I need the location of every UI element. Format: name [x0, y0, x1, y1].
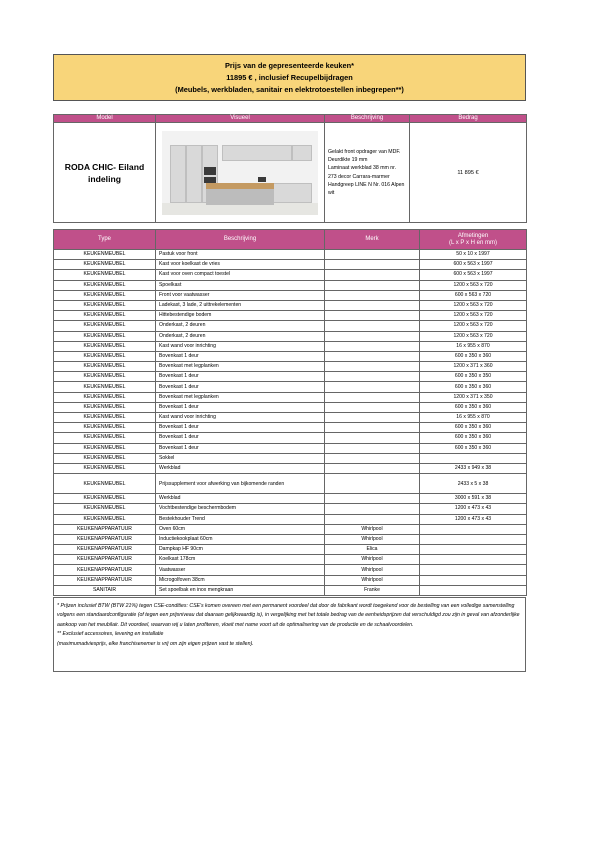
cell-description: Vochtbestendige beschermbodem: [156, 504, 325, 514]
table-row: [54, 504, 527, 514]
cell-type: KEUKENMEUBEL: [54, 474, 156, 494]
table-row: [54, 372, 527, 382]
oven-appliance: [204, 167, 216, 175]
cell-type: KEUKENMEUBEL: [54, 260, 156, 270]
cell-description: Ladekast, 3 lade, 2 uittrekelementen: [156, 300, 325, 310]
table-row: [54, 545, 527, 555]
cell-description: Pastuk voor front: [156, 250, 325, 260]
table-row: [54, 585, 527, 595]
cell-type: KEUKENMEUBEL: [54, 413, 156, 423]
cell-dimensions: [420, 545, 527, 555]
cell-brand: [325, 250, 420, 260]
cell-type: KEUKENAPPARATUUR: [54, 534, 156, 544]
table-row: [54, 433, 527, 443]
cell-brand: Whirlpool: [325, 534, 420, 544]
cell-dimensions: 600 x 563 x 720: [420, 290, 527, 300]
table-row: [54, 413, 527, 423]
cell-dimensions: 1200 x 563 x 720: [420, 300, 527, 310]
cell-description: Vaatwasser: [156, 565, 325, 575]
cell-brand: [325, 331, 420, 341]
cell-brand: [325, 413, 420, 423]
table-row: [54, 514, 527, 524]
table-row: [54, 524, 527, 534]
cell-brand: [325, 300, 420, 310]
tall-cabinet-left: [170, 145, 186, 203]
cell-type: KEUKENMEUBEL: [54, 382, 156, 392]
table-row: [54, 341, 527, 351]
cell-dimensions: 600 x 350 x 360: [420, 351, 527, 361]
footnote-exclusions: ** Exclusief accessoires, levering en installatie: [57, 631, 164, 638]
cell-dimensions: 600 x 563 x 1997: [420, 260, 527, 270]
cell-dimensions: 1200 x 371 x 350: [420, 392, 527, 402]
cell-brand: [325, 453, 420, 463]
col-header-dimensions: [420, 230, 527, 250]
cell-brand: [325, 311, 420, 321]
table-row: [54, 392, 527, 402]
cell-type: KEUKENMEUBEL: [54, 514, 156, 524]
cell-description: Bovenkast met legplanken: [156, 362, 325, 372]
cell-brand: Whirlpool: [325, 575, 420, 585]
table-row: [54, 321, 527, 331]
table-row: [54, 453, 527, 463]
cell-brand: [325, 351, 420, 361]
table-row: [54, 474, 527, 494]
cell-type: KEUKENMEUBEL: [54, 392, 156, 402]
cell-type: KEUKENMEUBEL: [54, 504, 156, 514]
cell-description: Bovenkast 1 deur: [156, 382, 325, 392]
table-row: [54, 382, 527, 392]
cell-brand: [325, 474, 420, 494]
cell-type: KEUKENMEUBEL: [54, 433, 156, 443]
cell-dimensions: 1200 x 371 x 360: [420, 362, 527, 372]
cell-description: Oven 60cm: [156, 524, 325, 534]
table-row: [54, 534, 527, 544]
table-row: [54, 463, 527, 473]
cell-dimensions: 1200 x 563 x 720: [420, 321, 527, 331]
cell-dimensions: 16 x 955 x 870: [420, 413, 527, 423]
cell-dimensions: [420, 575, 527, 585]
cell-type: KEUKENMEUBEL: [54, 494, 156, 504]
table-row: [54, 300, 527, 310]
desc-line-worktop: Laminaat werkblad 38 mm nr. 273 decor Carrara-marmer: [328, 165, 397, 180]
table-row: [54, 311, 527, 321]
table-row: [54, 270, 527, 280]
cell-dimensions: [420, 534, 527, 544]
cell-dimensions: 2433 x 949 x 38: [420, 463, 527, 473]
cell-type: KEUKENMEUBEL: [54, 321, 156, 331]
cell-description: Onderkast, 2 deuren: [156, 331, 325, 341]
cell-brand: [325, 321, 420, 331]
cell-type: KEUKENAPPARATUUR: [54, 545, 156, 555]
cell-dimensions: 1200 x 473 x 43: [420, 514, 527, 524]
table-row: [54, 565, 527, 575]
cell-description: Bovenkast 1 deur: [156, 423, 325, 433]
cell-brand: [325, 504, 420, 514]
cell-brand: [325, 392, 420, 402]
cell-dimensions: 1200 x 563 x 720: [420, 311, 527, 321]
cell-description: Bestekhouder Trend: [156, 514, 325, 524]
desc-line-handle: Handgreep LINE N Nr. 016 Alpen wit: [328, 181, 405, 196]
cell-dimensions: 1200 x 563 x 720: [420, 331, 527, 341]
cell-dimensions: [420, 555, 527, 565]
cell-type: KEUKENMEUBEL: [54, 453, 156, 463]
cell-description: Bovenkast 1 deur: [156, 351, 325, 361]
cell-type: KEUKENMEUBEL: [54, 280, 156, 290]
cell-description: Kast wand voor inrichting: [156, 413, 325, 423]
cell-dimensions: 600 x 350 x 350: [420, 372, 527, 382]
table-row: [54, 290, 527, 300]
cell-brand: [325, 372, 420, 382]
footnotes-box: [53, 597, 526, 672]
cell-dimensions: [420, 585, 527, 595]
model-amount: 11 895 €: [410, 123, 527, 223]
items-table: [53, 229, 527, 596]
cell-description: Werkblad: [156, 463, 325, 473]
cell-type: KEUKENAPPARATUUR: [54, 575, 156, 585]
cell-type: KEUKENMEUBEL: [54, 463, 156, 473]
cell-dimensions: 600 x 350 x 360: [420, 423, 527, 433]
cell-brand: [325, 382, 420, 392]
hob-appliance: [258, 177, 266, 182]
table-row: [54, 555, 527, 565]
col-header-amount: Bedrag: [410, 115, 527, 123]
table-row: [54, 250, 527, 260]
hood-block: [292, 145, 312, 161]
cell-description: Front voor vaatwasser: [156, 290, 325, 300]
cell-dimensions: [420, 524, 527, 534]
cell-description: Bovenkast met legplanken: [156, 392, 325, 402]
price-inclusions: (Meubels, werkbladen, sanitair en elektrotoestellen inbegrepen**): [175, 85, 404, 94]
table-row: [54, 331, 527, 341]
cell-description: Hittebestendige bodem: [156, 311, 325, 321]
price-amount: 11895 € , inclusief Recupelbijdragen: [226, 73, 353, 82]
cell-dimensions: 1200 x 563 x 720: [420, 280, 527, 290]
cell-dimensions: 16 x 955 x 870: [420, 341, 527, 351]
cell-brand: [325, 362, 420, 372]
cell-type: KEUKENMEUBEL: [54, 362, 156, 372]
cell-description: Dampkap HF 90cm: [156, 545, 325, 555]
cell-description: Inductiekookplaat 60cm: [156, 534, 325, 544]
cell-brand: [325, 290, 420, 300]
cell-brand: [325, 341, 420, 351]
col-header-brand: Merk: [325, 230, 420, 250]
cell-description: Kast voor koelkast de vries: [156, 260, 325, 270]
cell-description: Bovenkast 1 deur: [156, 372, 325, 382]
table-row: [54, 575, 527, 585]
cell-brand: Whirlpool: [325, 565, 420, 575]
model-description: [325, 123, 410, 223]
cell-type: KEUKENMEUBEL: [54, 311, 156, 321]
cell-brand: [325, 260, 420, 270]
cell-type: KEUKENAPPARATUUR: [54, 565, 156, 575]
cell-type: SANITAIR: [54, 585, 156, 595]
wall-cabinets: [222, 145, 292, 161]
cell-brand: Whirlpool: [325, 555, 420, 565]
price-title: Prijs van de gepresenteerde keuken*: [225, 61, 354, 70]
cell-description: Set spoelbak en inox mengkraan: [156, 585, 325, 595]
col-header-type: Type: [54, 230, 156, 250]
desc-line-door: Deurdikte 19 mm: [328, 157, 368, 164]
cell-brand: [325, 514, 420, 524]
cell-brand: [325, 443, 420, 453]
table-row: [54, 260, 527, 270]
cell-description: Spoelkast: [156, 280, 325, 290]
cell-description: Sokkel: [156, 453, 325, 463]
cell-dimensions: 2433 x 5 x 38: [420, 474, 527, 494]
cell-dimensions: [420, 453, 527, 463]
cell-brand: Franke: [325, 585, 420, 595]
cell-brand: [325, 280, 420, 290]
desc-line-front: Gelakt front opdrager van MDF.: [328, 148, 401, 155]
tall-cabinet-fridge: [186, 145, 202, 203]
cell-dimensions: 3000 x 591 x 38: [420, 494, 527, 504]
col-header-item-description: Beschrijving: [156, 230, 325, 250]
cell-dimensions: 50 x 10 x 1997: [420, 250, 527, 260]
cell-dimensions: 600 x 350 x 360: [420, 402, 527, 412]
cell-type: KEUKENMEUBEL: [54, 300, 156, 310]
cell-brand: [325, 433, 420, 443]
cell-description: Bovenkast 1 deur: [156, 433, 325, 443]
col-header-description: Beschrijving: [325, 115, 410, 123]
dimensions-header-label: Afmetingen: [457, 232, 489, 239]
cell-dimensions: [420, 565, 527, 575]
cell-type: KEUKENMEUBEL: [54, 341, 156, 351]
cell-type: KEUKENMEUBEL: [54, 443, 156, 453]
cell-brand: [325, 463, 420, 473]
col-header-model: Model: [54, 115, 156, 123]
cell-type: KEUKENMEUBEL: [54, 270, 156, 280]
cell-description: Bovenkast 1 deur: [156, 443, 325, 453]
cell-type: KEUKENMEUBEL: [54, 402, 156, 412]
cell-brand: [325, 270, 420, 280]
table-row: [54, 443, 527, 453]
cell-type: KEUKENMEUBEL: [54, 331, 156, 341]
cell-type: KEUKENAPPARATUUR: [54, 555, 156, 565]
cell-type: KEUKENAPPARATUUR: [54, 524, 156, 534]
table-row: [54, 494, 527, 504]
model-table: [53, 114, 527, 223]
cell-description: Bovenkast 1 deur: [156, 402, 325, 412]
cell-description: Onderkast, 2 deuren: [156, 321, 325, 331]
table-row: [54, 362, 527, 372]
kitchen-visual-cell: [156, 123, 325, 223]
footnote-price-conditions: * Prijzen inclusief BTW (BTW 21%) tegen CSE-condities: CSE's komen overeen met een permanent voordeel dat door de fabrikant wordt toegekend voor de bestelling van een volledige samenstelling volgens een standaardconfiguratie (of tegen een prijsniveau dat daaraan gelijkwaardig is), in vergelijking met het totale bedrag van de eenheidsprijzen dat verschuldigd zou zijn in geval van afzonderlijke aankoop van het meubilair. Dit voordeel, waarvan wij u laten profiteren, vloeit met name voort uit de optimalisering van de productie en de schaalvoordelen.: [57, 603, 520, 628]
dimensions-header-unit: (L x P x H en mm): [448, 239, 497, 246]
items-table-body: [54, 250, 527, 596]
table-row: [54, 351, 527, 361]
cell-description: Kast voor oven compact toestel: [156, 270, 325, 280]
kitchen-render-image: [162, 131, 318, 215]
cell-dimensions: 600 x 563 x 1997: [420, 270, 527, 280]
cell-description: Werkblad: [156, 494, 325, 504]
price-header-box: [53, 54, 526, 101]
cell-type: KEUKENMEUBEL: [54, 423, 156, 433]
cell-type: KEUKENMEUBEL: [54, 351, 156, 361]
cell-type: KEUKENMEUBEL: [54, 290, 156, 300]
col-header-visual: Visueel: [156, 115, 325, 123]
cell-dimensions: 600 x 350 x 360: [420, 443, 527, 453]
cell-type: KEUKENMEUBEL: [54, 250, 156, 260]
cell-description: Koelkast 178cm: [156, 555, 325, 565]
table-row: [54, 423, 527, 433]
model-name: RODA CHIC- Eiland indeling: [54, 123, 156, 223]
cell-dimensions: 600 x 350 x 360: [420, 382, 527, 392]
footnote-max-price: (maximumadviesprijs, elke franchisenemer is vrij om zijn eigen prijzen vast te stellen).: [57, 640, 254, 647]
cell-description: Microgolfoven 38cm: [156, 575, 325, 585]
cell-dimensions: 600 x 350 x 360: [420, 433, 527, 443]
cell-dimensions: 1200 x 473 x 43: [420, 504, 527, 514]
cell-description: Kast wand voor inrichting: [156, 341, 325, 351]
cell-brand: Elica: [325, 545, 420, 555]
cell-brand: [325, 423, 420, 433]
table-row: [54, 280, 527, 290]
cell-brand: [325, 402, 420, 412]
island-cabinets: [206, 189, 274, 205]
cell-brand: [325, 494, 420, 504]
cell-description: Prijssupplement voor afwerking van bijkomende randen: [156, 474, 325, 494]
table-row: [54, 402, 527, 412]
cell-brand: Whirlpool: [325, 524, 420, 534]
cell-type: KEUKENMEUBEL: [54, 372, 156, 382]
